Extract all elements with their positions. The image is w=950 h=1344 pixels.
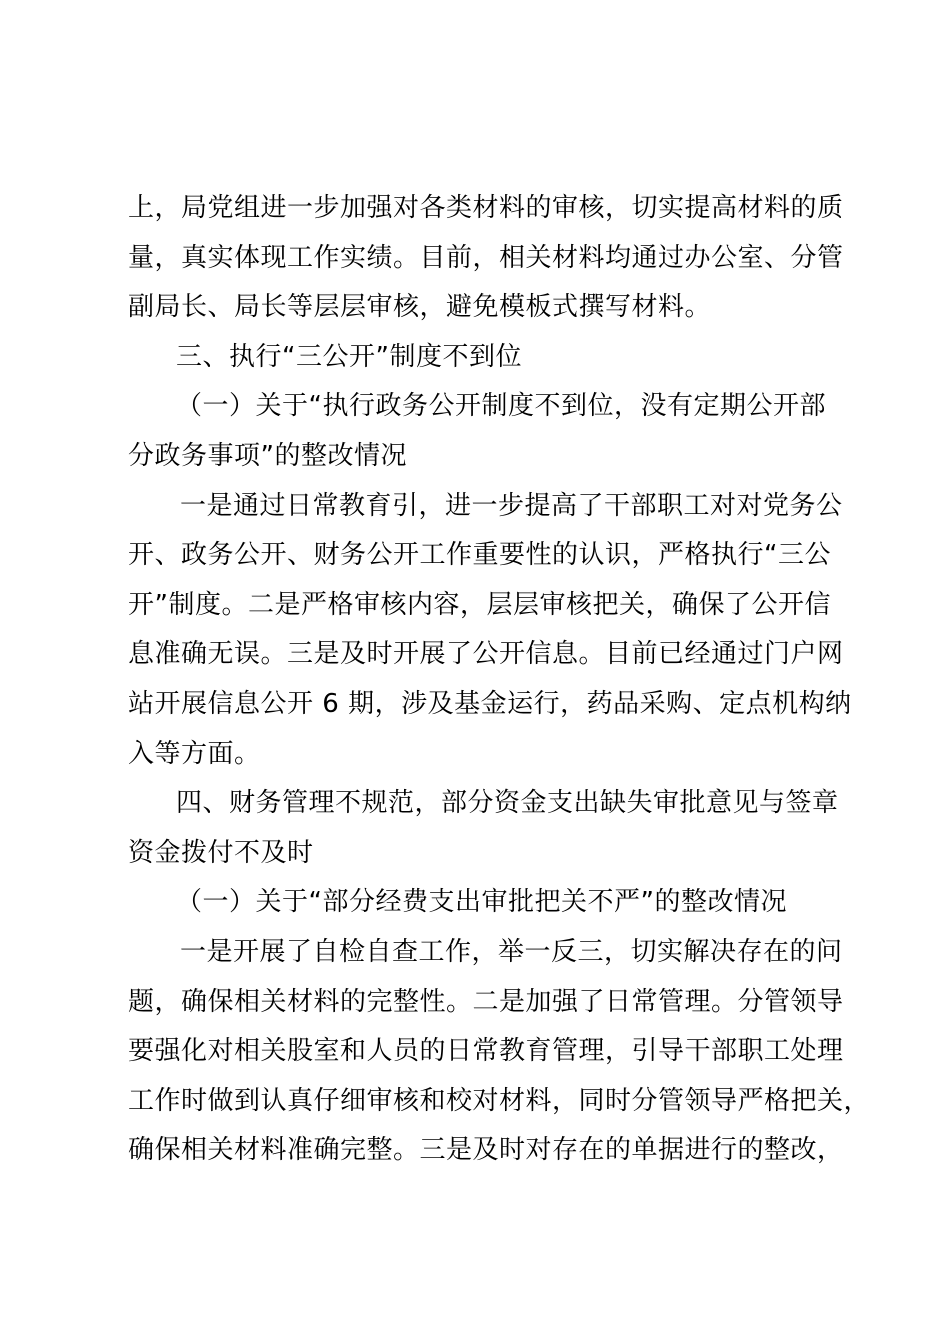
text-line: 开、政务公开、财务公开工作重要性的认识，严格执行“三公: [128, 540, 831, 571]
text-line: 开”制度。二是严格审核内容，层层审核把关，确保了公开信: [128, 589, 831, 620]
text-line: 上，局党组进一步加强对各类材料的审核，切实提高材料的质: [128, 193, 844, 223]
text-line: （一）关于“部分经费支出审批把关不严”的整改情况: [176, 887, 787, 918]
text-line: （一）关于“执行政务公开制度不到位，没有定期公开部: [176, 391, 826, 422]
section-heading: [128, 779, 839, 878]
text-line: 站开展信息公开 6 期，涉及基金运行，药品采购、定点机构纳: [128, 688, 852, 719]
section-heading: [128, 333, 833, 383]
body-paragraph: [128, 928, 871, 1176]
text-line: 三、执行“三公开”制度不到位: [176, 341, 522, 372]
text-line: 入等方面。: [128, 738, 261, 769]
text-line: 题，确保相关材料的完整性。二是加强了日常管理。分管领导: [128, 986, 844, 1017]
text-line: 工作时做到认真仔细审核和校对材料，同时分管领导严格把关，: [128, 1085, 871, 1116]
text-line: 确保相关材料准确完整。三是及时对存在的单据进行的整改，: [128, 1135, 844, 1166]
text-line: 副局长、局长等层层审核，避免模板式撰写材料。: [128, 292, 712, 323]
body-paragraph: [128, 482, 852, 780]
text-line: 量，真实体现工作实绩。目前，相关材料均通过办公室、分管: [128, 242, 844, 273]
body-paragraph: [128, 184, 844, 333]
text-line: 要强化对相关股室和人员的日常教育管理，引导干部职工处理: [128, 1036, 844, 1067]
text-line: 四、财务管理不规范，部分资金支出缺失审批意见与签章: [176, 788, 839, 819]
text-line: 息准确无误。三是及时开展了公开信息。目前已经通过门户网: [128, 639, 844, 670]
text-line: 分政务事项”的整改情况: [128, 440, 407, 471]
text-line: 一是开展了自检自查工作，举一反三，切实解决存在的问: [180, 936, 843, 967]
document-body: [128, 184, 871, 1176]
text-line: 一是通过日常教育引，进一步提高了干部职工对对党务公: [180, 490, 843, 521]
subsection-heading: [128, 878, 833, 928]
subsection-heading: [128, 382, 833, 481]
text-line: 资金拨付不及时: [128, 837, 314, 868]
